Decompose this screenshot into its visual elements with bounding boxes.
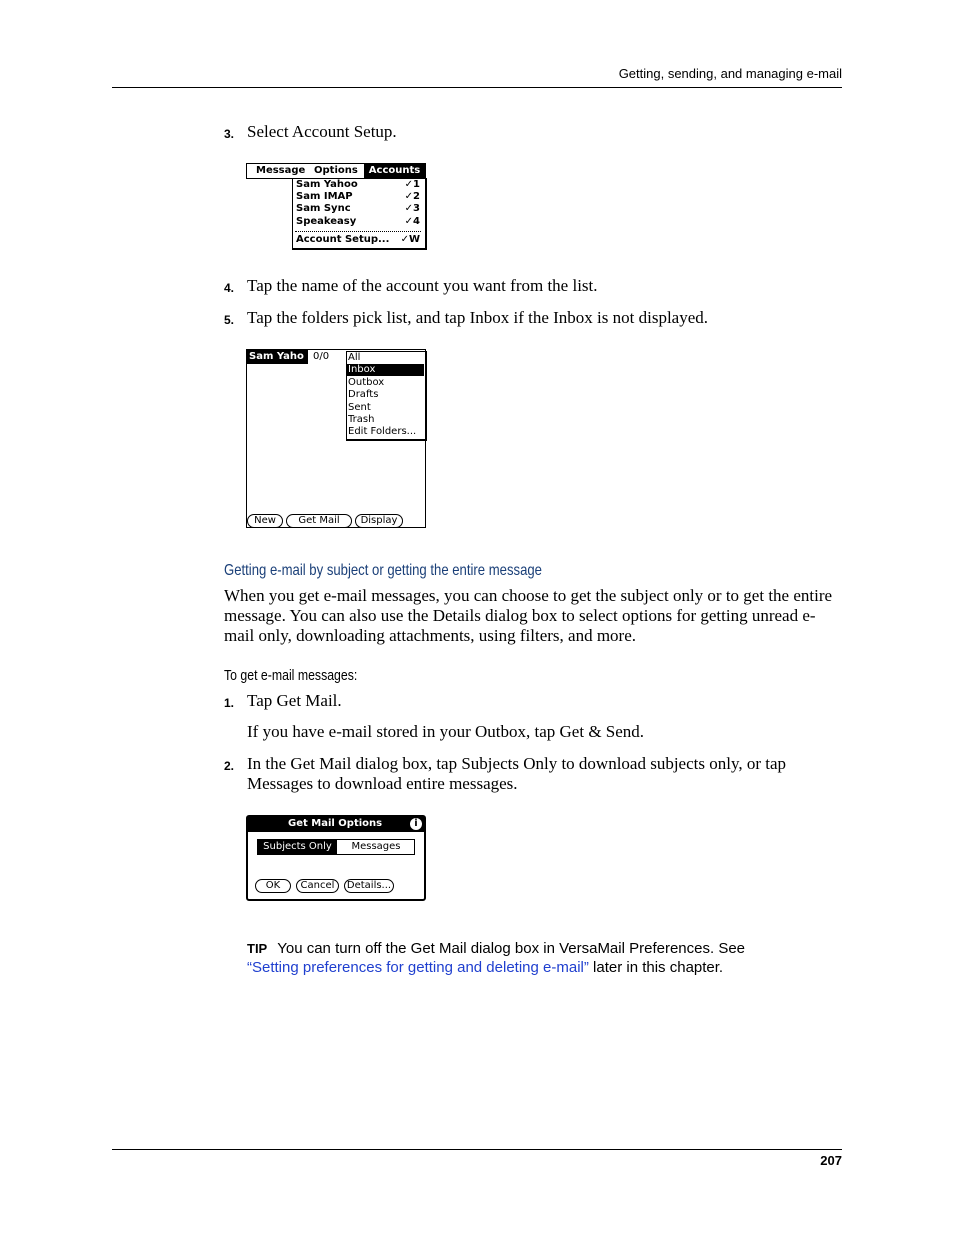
page-number: 207 (820, 1153, 842, 1168)
get-mail-dialog-screenshot (246, 815, 426, 901)
tip-label: TIP (247, 941, 268, 956)
info-icon[interactable]: i (410, 818, 422, 830)
menu-item-speakeasy[interactable] (296, 216, 422, 228)
step-number: 3. (224, 127, 235, 141)
folder-trash[interactable]: Trash (348, 414, 375, 425)
section-paragraph: When you get e-mail messages, you can choose to get the subject only or to get the entire message. You can also use the Details dialog box to select options for getting unread e-mail only, downloading attachments, using filters, and more. (224, 586, 833, 645)
new-button[interactable]: New (247, 514, 283, 528)
accounts-dropdown (292, 178, 427, 250)
menu-item-label: Account Setup... (296, 234, 390, 245)
menu-separator (295, 231, 421, 232)
menu-message[interactable]: Message (256, 165, 306, 176)
display-button[interactable]: Display (355, 514, 403, 528)
menu-item-label: Sam Sync (296, 203, 351, 214)
section-heading: Getting e-mail by subject or getting the entire message (224, 562, 542, 579)
folder-inbox[interactable]: Inbox (347, 364, 424, 376)
shortcut-stroke-icon: ✓1 (404, 179, 420, 190)
preferences-link[interactable]: “Setting preferences for getting and deleting e-mail” (247, 959, 589, 976)
inbox-screenshot (246, 349, 426, 528)
menu-item-label: Speakeasy (296, 216, 357, 227)
mode-selector (257, 839, 415, 855)
menu-item-label: Sam IMAP (296, 191, 353, 202)
dialog-title: Get Mail Options (288, 818, 383, 829)
tip-after: later in this chapter. (588, 959, 724, 976)
step-number: 5. (224, 313, 235, 327)
shortcut-stroke-icon: ✓3 (404, 203, 420, 214)
folder-all[interactable]: All (348, 352, 361, 363)
menu-options[interactable]: Options (314, 165, 358, 176)
step-text: Tap Get Mail. (247, 691, 342, 710)
step-number: 1. (224, 696, 235, 710)
folder-sent[interactable]: Sent (348, 402, 371, 413)
header-rule (112, 87, 842, 88)
step-text: Tap the folders pick list, and tap Inbox if the Inbox is not displayed. (247, 308, 709, 327)
shortcut-stroke-icon: ✓4 (404, 216, 420, 227)
tip-block (247, 939, 837, 977)
details-button[interactable]: Details... (344, 879, 394, 893)
step-number: 2. (224, 759, 235, 773)
folder-edit[interactable]: Edit Folders... (348, 426, 417, 437)
account-title[interactable]: Sam Yaho (247, 350, 308, 364)
step-number: 4. (224, 281, 235, 295)
dialog-title-bar (248, 817, 424, 832)
menu-item-sam-sync[interactable] (296, 203, 422, 215)
menu-bar (246, 163, 426, 179)
folder-drafts[interactable]: Drafts (348, 389, 379, 400)
get-mail-button[interactable]: Get Mail (286, 514, 352, 528)
tip-text: You can turn off the Get Mail dialog box in VersaMail Preferences. See (277, 940, 746, 957)
shortcut-stroke-icon: ✓W (400, 234, 420, 245)
running-header: Getting, sending, and managing e-mail (618, 66, 842, 81)
menu-item-sam-imap[interactable] (296, 191, 422, 203)
step-subtext: If you have e-mail stored in your Outbox, tap Get & Send. (247, 722, 645, 741)
cancel-button[interactable]: Cancel (296, 879, 339, 893)
shortcut-stroke-icon: ✓2 (404, 191, 420, 202)
menu-screenshot (246, 163, 426, 249)
step-text: Select Account Setup. (247, 122, 397, 141)
message-count: 0/0 (313, 351, 330, 362)
footer-rule (112, 1149, 842, 1150)
ok-button[interactable]: OK (255, 879, 291, 893)
step-text: In the Get Mail dialog box, tap Subjects Only to download subjects only, or tap Messages to download entire messages. (247, 754, 787, 793)
folder-outbox[interactable]: Outbox (348, 377, 385, 388)
menu-item-label: Sam Yahoo (296, 179, 358, 190)
procedure-title: To get e-mail messages: (224, 667, 358, 684)
menu-item-sam-yahoo[interactable] (296, 179, 422, 191)
folders-pick-list (346, 351, 427, 441)
menu-item-account-setup[interactable] (296, 234, 422, 246)
step-text: Tap the name of the account you want from the list. (247, 276, 598, 295)
messages-button[interactable]: Messages (351, 841, 401, 852)
menu-accounts[interactable]: Accounts (364, 164, 425, 178)
subjects-only-button[interactable]: Subjects Only (258, 840, 337, 854)
